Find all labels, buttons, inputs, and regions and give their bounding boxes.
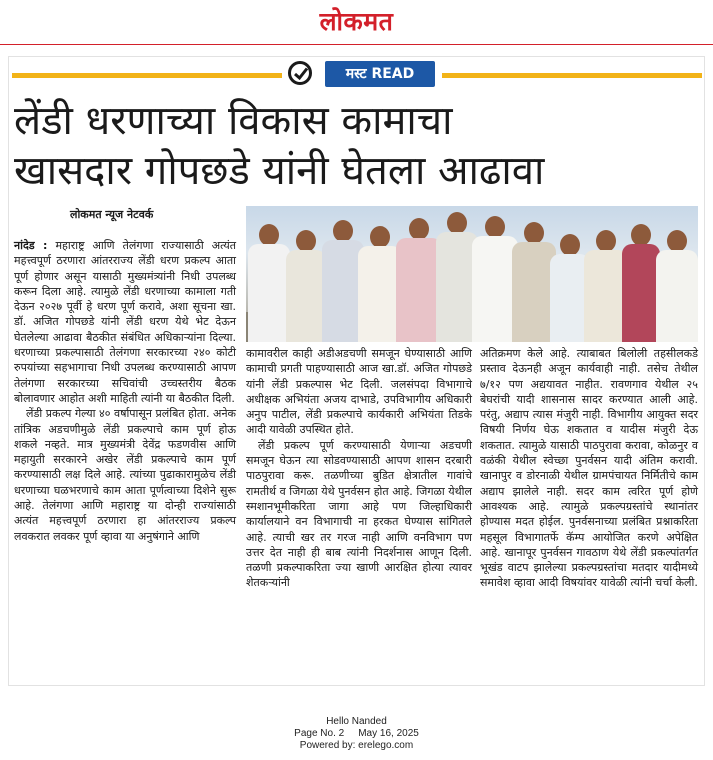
- footer-publication: Hello Nanded: [326, 716, 387, 727]
- byline: लोकमत न्यूज नेटवर्क: [70, 208, 154, 221]
- article-paragraph: नांदेड : महाराष्ट्र आणि तेलंगणा राज्यासाठी अत्यंत महत्त्वपूर्ण ठरणारा आंतरराज्य लेंडी धरण प्रकल्प आता पूर्ण होणार असून यासाठी मुख्यमंत्र्यांनी निधी उपलब्ध करून दिला आहे. त्यामुळे लेंडी धरणाच्या कामाला गती देऊन २०२७ पूर्वी हे धरण पूर्ण करावे, अशा सूचना खा. डॉ. अजित गोपछडे यांनी लेंडी धरण येथे भेट देऊन घेतलेल्या आढावा बैठकीत संबंधित अधिकाऱ्यांना दिल्या. धरणाच्या प्रकल्पासाठी तेलंगणा सरकारच्या २४० कोटी रुपयांच्या सहभागाचा निधी उपलब्ध करण्यासाठी आपण तेलंगणा सरकारच्या सचिवांची उच्चस्तरीय बैठक बोलावणार आहोत अशी माहिती त्यांनी या बैठकीत दिली.: [14, 239, 236, 405]
- headline-line-1: लेंडी धरणाच्या विकास कामाचा: [14, 98, 453, 144]
- article-photo[interactable]: [246, 206, 698, 342]
- lokmat-logo[interactable]: लोकमत: [319, 7, 394, 36]
- footer-page: Page No. 2: [294, 728, 345, 739]
- article-column-2: [246, 346, 472, 591]
- article-paragraph: लेंडी प्रकल्प पूर्ण करण्यासाठी येणाऱ्या अडचणी समजून घेऊन त्या सोडवण्यासाठी आपण शासन दरबारी पाठपुरावा करू. तळणीच्या बुडित क्षेत्रातील गावांचे रामतीर्थ व जिगळा येथे पुनर्वसन होत आहे. जिगळा येथील स्मशानभूमीकरिता जागा आहे पण जिल्हाधिकारी कार्यालयाने वन विभागाची ना हरकत घेण्यास सांगितले आहे. त्याची खर तर गरज नाही आणि वनविभाग पण उत्तर देत नाही ही बाब त्यांनी निदर्शनास आणून दिली. तळणी प्रकल्पाकरिता ज्या खाणी आरक्षित होत्या त्यावर शेतकऱ्यांनी: [246, 438, 472, 590]
- footer-page-date: [294, 728, 419, 740]
- dateline: नांदेड :: [14, 239, 48, 252]
- must-read-badge: मस्ट READ: [325, 61, 435, 87]
- footer-powered-by[interactable]: Powered by: erelego.com: [299, 740, 414, 751]
- article-paragraph: कामावरील काही अडीअडचणी समजून घेण्यासाठी आणि कामाची प्रगती पाहण्यासाठी आज खा.डॉ. अजित गोपछडे यांनी लेंडी प्रकल्पास भेट दिली. जलसंपदा विभागाचे अधीक्षक अभियंता अजय दाभाडे, उपविभागीय अधिकारी अनुप पाटील, लेंडी प्रकल्पाचे कार्यकारी अभियंता तिडके आदी यावेळी उपस्थित होते.: [246, 347, 472, 437]
- must-read-rule-right: [442, 73, 702, 78]
- photo-person: [286, 230, 326, 342]
- article-column-1: [14, 238, 236, 544]
- footer-date: May 16, 2025: [358, 728, 419, 739]
- must-read-banner: [12, 61, 702, 89]
- article-paragraph: अतिक्रमण केले आहे. त्याबाबत बिलोली तहसीलकडे प्रस्ताव देऊनही अजून कार्यवाही नाही. तसेच तेथील ७/१२ पण अद्ययावत नाहीत. रावणगाव येथील २५ बेघरांची यादी शासनास सादर करण्यात आली आहे. परंतु, अद्याप त्यास मंजुरी नाही. विभागीय आयुक्त सदर विषयी निर्णय घेऊ शकतात व यादीस मंजुरी देऊ शकतात. त्यामुळे यासाठी पाठपुरावा करावा, कोळनुर व वळंकी येथील स्वेच्छा पुनर्वसन यादी अंतिम करावी. खानापुर व डोरनाळी येथील ग्रामपंचायत निर्मितीचे काम अद्याप झालेले नाही. सदर काम त्वरित पूर्ण होणे आवश्यक आहे. त्यामुळे प्रकल्पग्रस्तांचे स्थानांतर होण्यास मदत होईल. पुनर्वसनाच्या प्रलंबित प्रश्नाकरिता महसूल विभागातर्फे कॅम्प आयोजित करणे अपेक्षित आहे. खानापूर पुनर्वसन गावठाण येथे लेंडी प्रकल्पांतर्गत भूखंड वाटप झालेल्या प्रकल्पग्रस्तांचा मतदार यादीमध्ये समावेश व्हावा आदी विषयांवर यावेळी त्यांनी चर्चा केली.: [480, 347, 698, 590]
- masthead: [0, 0, 713, 46]
- photo-person: [656, 230, 698, 342]
- photo-person: [248, 224, 290, 342]
- headline: [14, 96, 704, 196]
- photo-person: [622, 224, 660, 342]
- page-footer: [0, 716, 713, 752]
- checkmark-icon: [288, 61, 312, 85]
- article-paragraph: लेंडी प्रकल्प गेल्या ४० वर्षापासून प्रलंबित होता. अनेक तांत्रिक अडचणीमुळे लेंडी प्रकल्पाचे काम पूर्ण होऊ शकले नव्हते. मात्र मुख्यमंत्री देवेंद्र फडणवीस आणि महायुती सरकारने अखेर लेंडी प्रकल्पाचे काम पूर्ण करण्यासाठी लक्ष दिले आहे. त्यांच्या पुढाकारामुळेच लेंडी धरणाच्या घळभरणाचे काम आता पूर्णत्वाच्या दिशेने सुरू आहे. तेलंगणा आणि महाराष्ट्र या दोन्ही राज्यांसाठी अत्यंत महत्त्वपूर्ण ठरणारा हा आंतरराज्य प्रकल्प लवकरात लवकर पूर्ण व्हावा या अनुषंगाने आणि: [14, 407, 236, 543]
- headline-line-2: खासदार गोपछडे यांनी घेतला आढावा: [14, 148, 545, 194]
- article-column-3: [480, 346, 698, 591]
- must-read-rule-left: [12, 73, 282, 78]
- masthead-divider: [0, 44, 713, 45]
